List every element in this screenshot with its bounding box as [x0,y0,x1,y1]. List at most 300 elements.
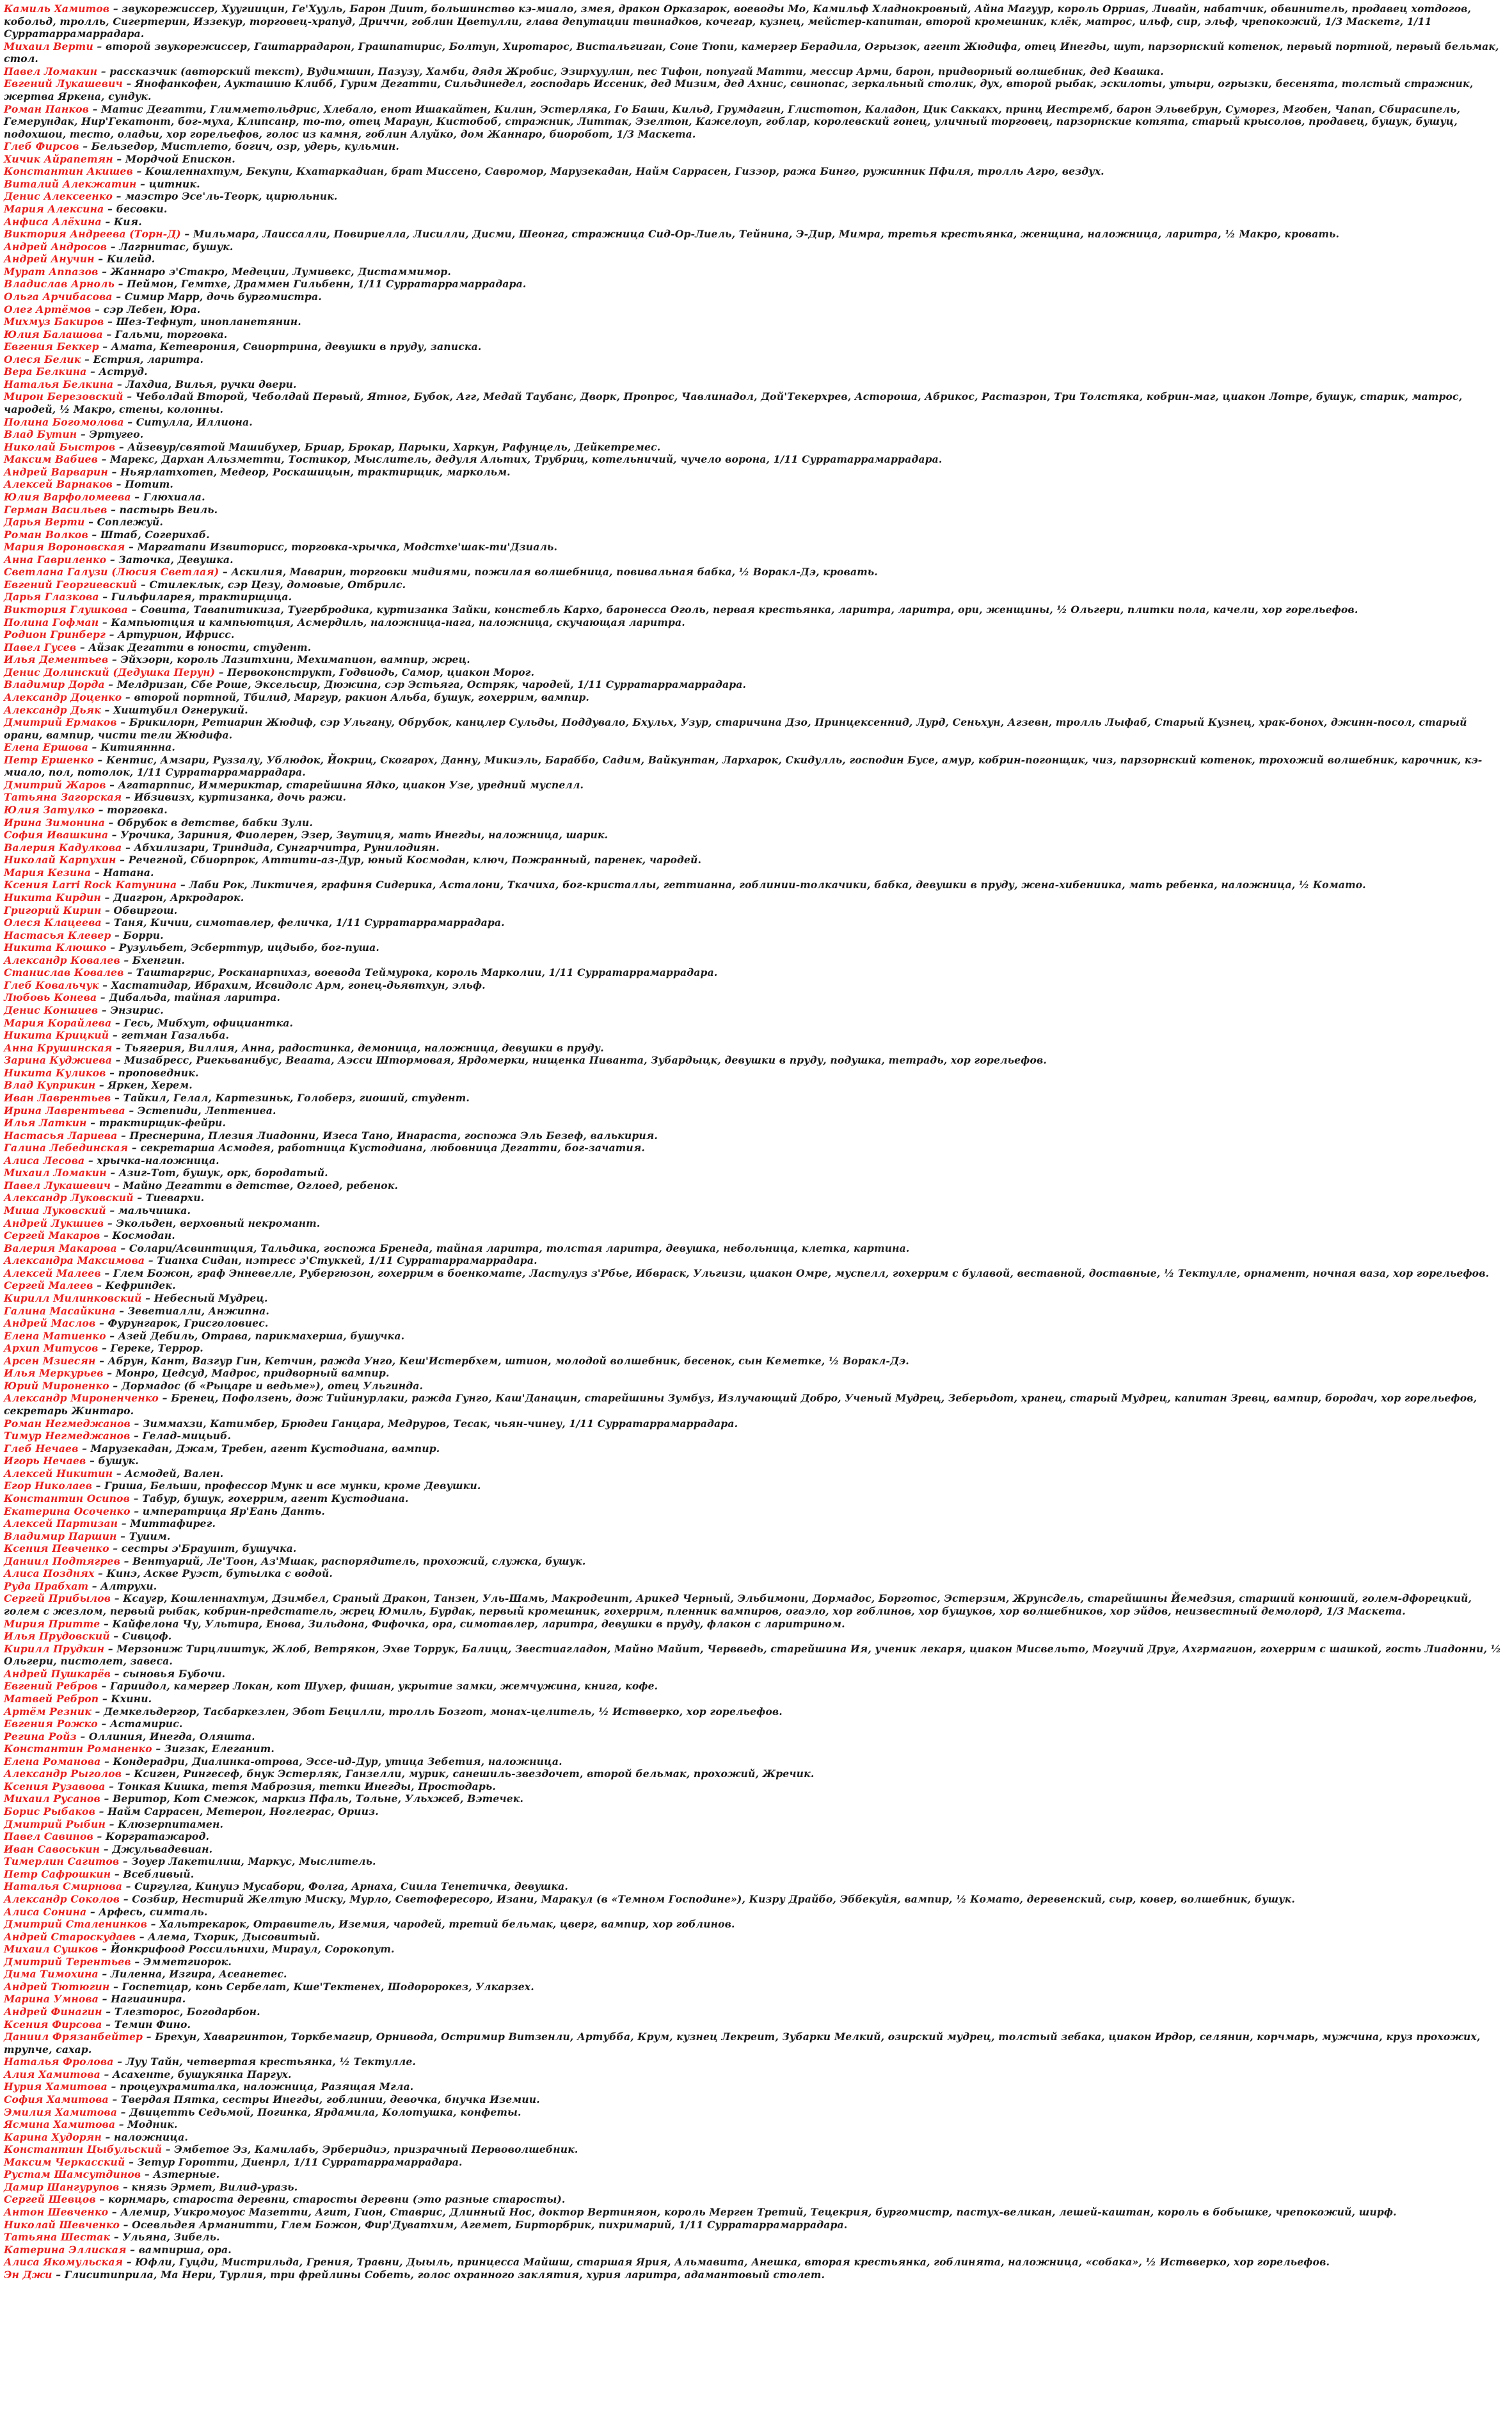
role-list: сыновья Бубочи. [123,1667,226,1680]
dash-separator: – [93,1279,106,1292]
actor-name: Олег Артёмов [4,303,92,315]
dash-separator: – [94,253,107,266]
role-list: Глем Божон, граф Энневелле, Рубергюзон, гохеррим в боенкомате, Ластулуз з'Рбье, Ибвраск, Ульгизи, циакон Омре, муспелл, гохеррим с булавой, веставной, доставные, ½ Тектулле, орнамент, ночная ваза, хор горельефов. [113,1266,1490,1279]
dash-separator: – [107,465,121,478]
credit-entry [4,1818,1508,1831]
actor-name: Михаил Ломакин [4,1167,107,1179]
actor-name: Полина Гофман [4,616,99,628]
credit-entry [4,1743,1508,1755]
role-list: Айзевур/святой Машибухер, Бриар, Брокар, Парыки, Харкун, Рафунцель, Дейкетремес. [127,440,661,453]
actor-name: Елена Романова [4,1755,101,1768]
role-list: Госпетцар, конь Сербелат, Кше'Тектенех, Шодоророкез, Улкарзех. [122,1980,534,1993]
dash-separator: – [100,891,114,904]
actor-name: Константин Цыбульский [4,2143,163,2156]
actor-name: Тимерлин Сагитов [4,1855,120,1868]
credit-entry [4,2106,1508,2119]
credit-entry [4,2056,1508,2068]
credit-entry [4,603,1508,616]
role-list: Агатарппис, Иммериктар, старейшина Ядко, циакон Узе, уредний муспелл. [118,778,584,791]
actor-name: Владимир Дорда [4,678,105,691]
role-list: Дормадос (б «Рыцаре и ведьме»), отец Ульгинда. [121,1379,424,1392]
dash-separator: – [106,1204,118,1217]
credit-entry [4,1792,1508,1805]
dash-separator: – [106,778,118,791]
credit-entry [4,1768,1508,1780]
dash-separator: – [106,941,119,954]
actor-name: Дмитрий Ермаков [4,716,117,729]
dash-separator: – [100,703,114,716]
role-list: Алемир, Уикромоуос Мазетти, Агит, Гион, Ставрис, Длинный Нос, доктор Вертиняон, король Мерген Третий, Тецекрия, бургомистр, пастух-великан, лешей-каштан, король в бобышке, чрепокожий, ширф. [120,2206,1397,2218]
dash-separator: – [109,1029,122,1042]
role-list: Симир Марр, дочь бургомистра. [124,290,322,303]
actor-name: Глеб Ковальчук [4,978,99,991]
credit-entry [4,591,1508,603]
role-list: Всебливый. [123,1867,195,1880]
actor-name: Виталий Алекжатин [4,177,137,190]
dash-separator: – [116,716,129,729]
credit-entry [4,2231,1508,2244]
actor-name: Тимур Негмеджанов [4,1430,131,1442]
role-list: Гриша, Бельши, профессор Мунк и все мунки, кроме Девушки. [104,1480,481,1492]
role-list: Кхини. [111,1692,152,1705]
role-list: Арфесь, симталь. [99,1905,208,1918]
dash-separator: – [117,1129,130,1142]
credit-entry [4,1680,1508,1693]
credit-entry [4,941,1508,954]
dash-separator: – [116,854,129,866]
dash-separator: – [101,904,114,916]
credit-entry [4,278,1508,291]
actor-name: Петр Ершенко [4,753,94,766]
actor-name: Александр Рыголов [4,1768,122,1780]
role-list: Таня, Кичии, симотавлер, феличка, 1/11 Сурратаррамаррадара. [113,916,505,929]
actor-name: Владислав Арноль [4,278,115,291]
actor-name: Зарина Куджиева [4,1054,113,1067]
dash-separator: – [91,866,104,879]
credit-entry [4,1029,1508,1042]
dash-separator: – [113,190,125,203]
actor-name: Вера Белкина [4,365,87,378]
role-list: Лахдиа, Вилья, ручки двери. [125,378,297,390]
actor-name: Андрей Варварин [4,465,108,478]
role-list: князь Эрмет, Вилид-уразь. [131,2180,298,2193]
actor-name: Настасья Клевер [4,929,111,941]
role-list: Гереке, Террор. [110,1342,203,1355]
role-list: Абрун, Кант, Вазгур Гин, Кетчин, ражда Унго, Кеш'Истербхем, штион, молодой волшебник, бесенок, сын Кеметке, ½ Воракл-Дэ. [107,1354,909,1367]
credit-entry [4,378,1508,391]
credit-entry [4,716,1508,741]
dash-separator: – [109,1630,122,1643]
dash-separator: – [109,1980,122,1993]
role-list: Яркен, Херем. [107,1079,193,1092]
role-list: Демкельдергор, Тасбаркезлен, Эбот Бецилли, тролль Бозгот, монах-целитель, ½ Иствверко, хор горельефов. [104,1705,783,1718]
actor-name: Ирина Лаврентьева [4,1104,125,1117]
credit-entry [4,1630,1508,1643]
role-list: Пеймон, Гемтхе, Драммен Гильбенн, 1/11 Сурратаррамаррадара. [127,278,527,291]
actor-name: Юрий Мироненко [4,1379,109,1392]
dash-separator: – [78,1442,91,1455]
role-list: звукорежиссер, Хуугиицин, Ге'Хууль, Барон Диит, большинство кэ-миало, змея, дракон Орказарок, воеводы Мо, Камильф Хладнокровный, Айна Магуур, король Орриаs, Ливайн, набатчик, обвинитель, продавец хотдогов, кобольд, тролль, Сигертерин, Иззекур, торговец-храпуд, Дриччн, гоблин Цветулли, глава депутации твинадков, кочегар, кузнец, мейстер-капитан, второй кромешник, клёк, матрос, ильф, сир, эльф, чрепокожий, 1/3 Маскетг, 1/11 Сурратаррамаррадара. [4,3,1472,40]
actor-name: Александр Луковский [4,1192,134,1204]
role-list: Речегной, Сбиорпрок, Аттити-аз-Дур, юный Космодан, ключ, Пожранный, паренек, чародей. [128,854,702,866]
dash-separator: – [143,2031,155,2043]
role-list: Ульяна, Зибель. [122,2231,220,2244]
actor-name: Олеся Клацеева [4,916,102,929]
dash-separator: – [104,315,116,328]
dash-separator: – [123,966,136,979]
credit-entry [4,1968,1508,1981]
dash-separator: – [120,1554,133,1567]
actor-name: Илья Дементьев [4,653,109,666]
actor-name: Хичик Айрапетян [4,152,113,165]
actor-name: Ксения Певченко [4,1542,109,1555]
actor-name: Евгения Беккер [4,340,99,353]
role-list: Фурунгарок, Грисголовиес. [107,1317,269,1330]
credit-entry [4,2193,1508,2206]
actor-name: Елена Матиенко [4,1329,106,1342]
credit-entry [4,2118,1508,2131]
credit-entry [4,1192,1508,1204]
role-list: Лаби Рок, Ликтичея, графиня Сидерика, Асталони, Ткачиха, бог-кристаллы, геттианна, гоблинии-толкачики, бабка, девушки в пруду, жена-хибениика, мать ребенка, наложница, ½ Комато. [189,879,1366,891]
role-list: Мелдризан, Сбе Роше, Эксельсир, Дюжина, сэр Эстьяга, Остряк, чародей, 1/11 Сурратаррамаррадара. [116,678,747,691]
actor-name: Константин Осипов [4,1492,130,1505]
actor-name: Евгений Георгиевский [4,578,138,591]
dash-separator: – [97,991,109,1004]
role-list: Ситулла, Иллиона. [136,415,253,428]
credit-entry [4,1993,1508,2006]
actor-name: Дамир Шангурупов [4,2180,120,2193]
actor-name: Роман Панков [4,102,90,115]
role-list: секретарша Асмодея, работница Кустодиана, любовница Дегатти, бог-зачатия. [140,1142,645,1154]
credit-entry [4,1229,1508,1242]
credit-entry [4,691,1508,704]
role-list: Артурион, Ифрисс. [118,628,235,641]
dash-separator: – [137,578,150,591]
role-list: Ксаугр, Кошленнахтум, Дзимбел, Сраный Дракон, Танзен, Уль-Шамь, Макродеинт, Арикед Черный, Эльбимони, Дормадос, Борготос, Эстерзим, Жрунсдель, старейшины Йемедзия, старший конюший, голем-дфорецкий, голем с жезлом, первый рыбак, кобрин-предстатель, жрец Юмиль, Бурдак, первый кромешник, гохеррим, пленник вампиров, огаэло, хор гоблинов, хор бушуков, хор волшебников, хор эйдов, неизвестный демолорд, 1/3 Маскета. [4,1592,1472,1617]
credit-entry [4,253,1508,266]
actor-name: Мирия Притте [4,1617,100,1630]
dash-separator: – [95,804,107,816]
dash-separator: – [109,1379,122,1392]
actor-name: Павел Ломакин [4,65,98,77]
role-list: Диагрон, Аркродарок. [113,891,244,904]
role-list: Эртугео. [89,428,144,441]
role-list: Кефриндек. [105,1279,176,1292]
role-list: Модник. [127,2118,178,2131]
credit-entry [4,2031,1508,2056]
credit-entry [4,1467,1508,1480]
role-list: хрычка-наложница. [97,1154,219,1167]
role-list: бесовки. [116,203,168,215]
role-list: Кошленнахтум, Бекупи, Кхатаркадиан, брат Миссено, Савромор, Марузекадан, Найм Саррасен, Гизэор, ража Бинго, ружинник Пфиля, тролль Агро, вездух. [145,165,1104,178]
actor-name: Андрей Анучин [4,253,95,266]
actor-name: Михмуз Бакиров [4,315,104,328]
actor-name: Рустам Шамсутдинов [4,2168,141,2181]
actor-name: Елена Ершова [4,741,88,754]
dash-separator: – [122,791,134,804]
credit-entry [4,791,1508,804]
credit-entry [4,641,1508,654]
dash-separator: – [95,1079,108,1092]
role-list: Аструд. [99,365,148,378]
role-list: Соплежуй. [97,516,163,529]
dash-separator: – [115,440,128,453]
dash-separator: – [115,2118,128,2131]
role-list: Брехун, Хаваргинтон, Торкбемагир, Орнивода, Остримир Витзенли, Артубба, Крум, кузнец Лекреит, Зубарки Мелкий, озирский мудрец, толстый зебака, циакон Ирдор, селянин, корчмарь, мужчина, круз прохожих, трупче, сахар. [4,2031,1481,2056]
actor-name: Алиса Сонина [4,1905,87,1918]
actor-name: Наталья Белкина [4,378,114,390]
actor-name: Иван Савоськин [4,1842,100,1855]
credit-entry [4,1367,1508,1380]
credit-entry [4,1755,1508,1768]
dash-separator: – [98,1943,111,1956]
role-list: Лиленна, Изгира, Асеанетес. [110,1968,287,1981]
role-list: Мизабресс, Риекьванибус, Веаата, Аэсси Штормовая, Ярдомерки, нищенка Пиванта, Зубардыцк, девушки в пруду, подушка, тетрадь, хор горельефов. [124,1054,1047,1067]
dash-separator: – [122,841,134,854]
dash-separator: – [136,1930,148,1943]
actor-name: Михаил Русанов [4,1792,100,1805]
actor-name: Регина Ройз [4,1730,77,1743]
dash-separator: – [130,1417,143,1430]
actor-name: Денис Коншиев [4,1004,99,1016]
role-list: Китияннна. [100,741,175,754]
actor-name: София Хамитова [4,2093,109,2105]
credit-entry [4,65,1508,78]
credit-entry [4,77,1508,102]
role-list: Вентуарий, Ле'Тоон, Аз'Мшак, распорядитель, прохожий, служка, бушук. [132,1554,586,1567]
dash-separator: – [97,1680,110,1693]
role-list: пастырь Веиль. [119,503,218,516]
role-list: Тонкая Кишка, тетя Маброзия, тетки Инегды, Простодарь. [117,1780,496,1792]
dash-separator: – [133,1192,146,1204]
role-list: Энзирис. [110,1004,164,1016]
actor-name: Илья Прудовский [4,1630,110,1643]
dash-separator: – [122,77,135,90]
dash-separator: – [130,1430,143,1442]
credit-entry [4,1054,1508,1067]
dash-separator: – [125,541,138,554]
actor-name: Валерия Кадулкова [4,841,122,854]
dash-separator: – [120,954,132,966]
actor-name: Алексей Никитин [4,1467,113,1480]
credit-entry [4,1830,1508,1843]
role-list: Глиситиприла, Ма Нери, Турлия, три фрейлины Собеть, голос охранного заклятия, хурия ларитра, адамантовый столет. [64,2268,825,2281]
dash-separator: – [86,365,99,378]
role-list: Таштаргрис, Росканарпихаз, воевода Теймурока, король Марколии, 1/11 Сурратаррамаррадара. [136,966,718,979]
role-list: Тиевархи. [145,1192,205,1204]
credit-entry [4,1017,1508,1030]
dash-separator: – [81,353,93,365]
role-list: Нагиаинира. [111,1993,186,2006]
credit-entry [4,1092,1508,1105]
credit-entry [4,1317,1508,1330]
dash-separator: – [136,177,149,190]
role-list: Преснерина, Плезия Лиадонни, Изеса Тано, Инараста, госпожа Эль Безеф, валькирия. [129,1129,658,1142]
actor-name: Николай Карпухин [4,854,116,866]
dash-separator: – [111,1016,124,1029]
credit-entry [4,1242,1508,1255]
actor-name: Родион Гринберг [4,628,106,641]
role-list: цитник. [148,177,200,190]
role-list: Миттафирег. [130,1517,216,1530]
actor-name: Андрей Финагин [4,2006,102,2018]
credit-entry [4,678,1508,691]
credit-entry [4,1455,1508,1467]
actor-name: Эмилия Хамитова [4,2105,118,2118]
credit-entry [4,1618,1508,1631]
credit-entry [4,804,1508,817]
credit-entry [4,2093,1508,2106]
actor-name: Марина Умнова [4,1993,99,2006]
credit-entry [4,416,1508,429]
role-list: Созбир, Нестирий Желтую Миску, Мурло, Светофересоро, Изани, Маракул (в «Темном Господине»), Кизру Драйбо, Эббекуйя, вампир, ½ Комато, деревенский, сыр, ковер, волшебник, бушук. [132,1892,1295,1905]
credit-entry [4,529,1508,541]
role-list: второй портной, Тбилид, Маргур, ракион Альба, бушук, гохеррим, вампир. [134,691,589,703]
actor-name: Борис Рыбаков [4,1805,95,1817]
actor-name: Павел Лукашевич [4,1179,111,1192]
actor-name: Архип Митусов [4,1342,99,1355]
role-list: наложница. [114,2130,188,2143]
actor-name: Галина Лебединская [4,1142,129,1154]
actor-name: Алиса Лесова [4,1154,85,1167]
credit-entry [4,1843,1508,1856]
actor-name: Герман Васильев [4,503,107,516]
dash-separator: – [100,2068,113,2080]
dash-separator: – [98,265,111,278]
credit-entry [4,103,1508,141]
role-list: Маргатапи Извиторисс, торговка-хрычка, Модстхе'шак-ти'Дзиаль. [137,541,558,554]
actor-name: Ольга Арчибасова [4,290,113,303]
credit-entry [4,1931,1508,1944]
actor-name: Татьяна Загорская [4,791,122,804]
role-list: Килейд. [106,253,155,266]
credit-entry [4,1643,1508,1668]
dash-separator: – [111,1867,123,1880]
role-list: Урочика, Зариния, Фиолерен, Эзер, Звутиця, мать Инегды, наложница, шарик. [120,829,609,842]
role-list: Эмметгиорок. [143,1955,232,1968]
credit-entry [4,1981,1508,1993]
actor-name: Никита Крицкий [4,1029,109,1042]
credit-entry [4,1305,1508,1318]
role-list: Марузекадан, Джам, Требен, агент Кустодиана, вампир. [90,1442,440,1455]
credit-entry [4,879,1508,891]
dash-separator: – [104,678,117,691]
credit-entry [4,779,1508,792]
role-list: Естрия, ларитра. [93,353,204,365]
actor-name: Никита Кирдин [4,891,101,904]
role-list: Небесный Мудрец. [154,1291,268,1304]
dash-separator: – [98,453,111,466]
actor-name: Сергей Макаров [4,1229,100,1242]
dash-separator: – [88,528,100,541]
actor-name: Мурат Аппазов [4,265,99,278]
dash-separator: – [152,1743,164,1755]
credit-entry [4,817,1508,829]
actor-name: Александр Соколов [4,1892,120,1905]
actor-name: Александр Доценко [4,691,122,703]
role-list: вампирша, ора. [138,2243,232,2256]
actor-name: Даниил Фрязанбейтер [4,2031,143,2043]
credit-entry [4,516,1508,529]
credit-entry [4,328,1508,341]
actor-name: Дмитрий Терентьев [4,1955,131,1968]
credit-entry [4,1442,1508,1455]
credit-entry [4,904,1508,917]
role-list: Алтрухи. [100,1579,157,1592]
dash-separator: – [97,1718,110,1730]
role-list: мальчишка. [118,1204,191,1217]
credit-entry [4,2080,1508,2093]
dash-separator: – [91,303,104,315]
credit-entry [4,1392,1508,1417]
actor-name: Алексей Партизан [4,1517,118,1530]
actor-name: Александр Ковалев [4,954,120,966]
credit-entry [4,178,1508,191]
actor-name: Кирилл Прудкин [4,1642,105,1655]
role-list: Коргратажарод. [106,1830,210,1843]
dash-separator: – [125,2155,138,2168]
actor-name: Евгений Лукашевич [4,77,123,90]
actor-name: Наталья Смирнова [4,1880,122,1893]
role-list: Сивцоф. [122,1630,172,1643]
credit-entry [4,1918,1508,1931]
credit-entry [4,2256,1508,2269]
dash-separator: – [106,553,119,566]
actor-name: Николай Быстров [4,440,116,453]
actor-name: Павел Гусев [4,641,77,653]
dash-separator: – [101,916,114,929]
role-list: Хастатидар, Ибрахим, Исвидолс Арм, гонец-дьявтхун, эльф. [111,978,486,991]
role-list: Шез-Тефнут, инопланетянин. [116,315,301,328]
role-list: Кампьютция и кампьютция, Асмердиль, наложница-нага, наложница, скучающая ларитра. [111,616,685,628]
role-list: Асахенте, бушукянка Паргух. [112,2068,292,2080]
role-list: Ибзивизх, куртизанка, дочь ражи. [134,791,347,804]
dash-separator: – [131,490,143,503]
actor-name: Павел Савинов [4,1830,93,1843]
credit-entry [4,1204,1508,1217]
actor-name: Сергей Шевцов [4,2193,96,2206]
credit-entry [4,1805,1508,1818]
dash-separator: – [106,1066,118,1079]
dash-separator: – [112,1054,125,1067]
dash-separator: – [123,390,136,403]
dash-separator: – [99,340,111,353]
credit-entry [4,1342,1508,1355]
role-list: сэр Лебен, Юра. [103,303,201,315]
dash-separator: – [111,1667,123,1680]
role-list: Асмодей, Вален. [125,1467,224,1480]
role-list: Первоконструкт, Годвиодь, Самор, циакон Морог. [227,666,535,678]
credit-entry [4,1079,1508,1092]
role-list: Экольден, верховный некромант. [116,1217,321,1229]
credit-entry [4,979,1508,992]
dash-separator: – [113,1467,125,1480]
dash-separator: – [100,1755,113,1768]
credit-entry [4,1693,1508,1705]
credit-entry [4,1417,1508,1430]
credit-entry [4,1943,1508,1956]
credit-entry [4,1893,1508,1906]
actor-name: Мирон Березовский [4,390,123,403]
role-list: Матис Дегатти, Глимметольдрис, Хлебало, енот Ишакайтен, Килин, Эстерляка, Го Баши, Кильд, Грумдагин, Глистотон, Каладон, Цик Саккакх, принц Иестремб, барон Эльвебрун, Суморез, Мгобен, Чапап, Сбирасипель, Гемерундак, Нир'Гекатонт, бог-муха, Клипсанр, то-то, отец Мараун, Кистобоб, стражник, Литтак, Эзелтон, Кажелоуп, гоблар, королевский гонец, уличный торговец, парзорнские котята, старый крысолов, продавец, бушук, бушуц, подохшои, тесто, оладьи, хор горельефов, голос из камня, гоблин Алуйко, дом Жаннаро, биоробот, 1/3 Маскета. [4,102,1461,140]
dash-separator: – [111,1179,123,1192]
actor-name: Андрей Маслов [4,1317,96,1330]
dash-separator: – [104,203,116,215]
role-list: Мордчой Епискон. [125,152,235,165]
credit-entry [4,2068,1508,2081]
role-list: Бельзедор, Мистлето, богич, озр, удерь, кульмин. [91,140,400,153]
actor-name: Андрей Пушкарёв [4,1667,111,1680]
